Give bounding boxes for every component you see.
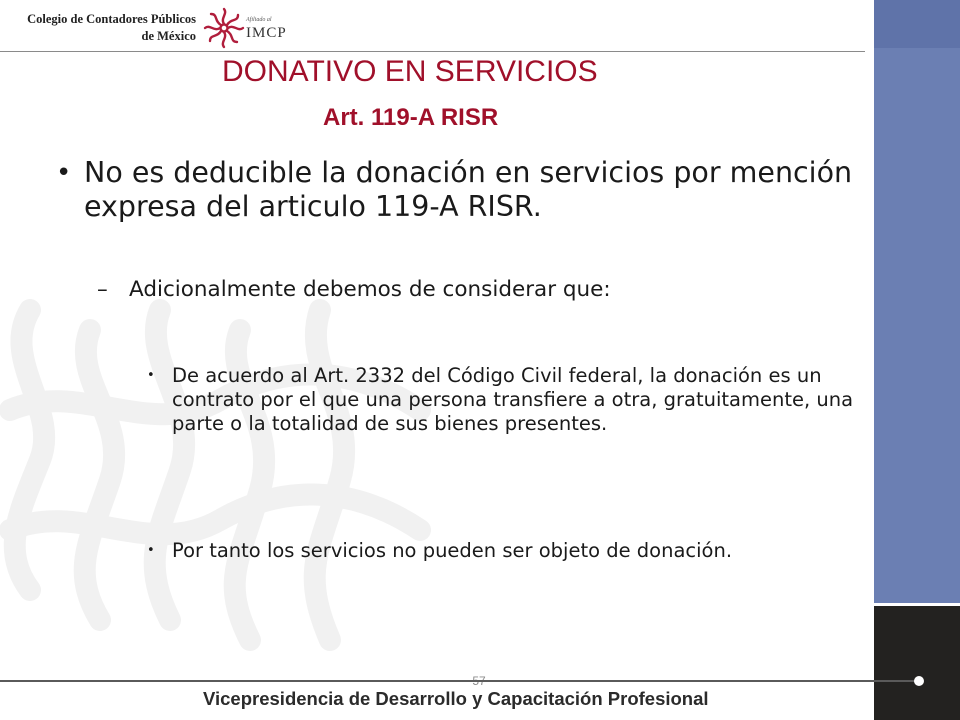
sidebar-blue-cap xyxy=(874,0,960,48)
logo xyxy=(6,4,306,54)
bullet-text: Adicionalmente debemos de considerar que: xyxy=(129,277,611,302)
bullet-level-2 xyxy=(97,275,869,305)
bullet-level-1 xyxy=(56,156,874,224)
sidebar-black-panel xyxy=(874,606,960,720)
bullet-level-3 xyxy=(147,364,862,436)
bullet-marker: • xyxy=(56,158,72,188)
ccpm-flourish-icon xyxy=(202,6,246,50)
bullet-marker: • xyxy=(147,543,155,558)
background-watermark xyxy=(0,290,440,690)
logo-afiliado-label: Afiliado al xyxy=(246,17,272,23)
dash-marker: – xyxy=(97,277,108,302)
slide-title: DONATIVO EN SERVICIOS xyxy=(222,55,598,88)
bullet-text: Por tanto los servicios no pueden ser objeto de donación. xyxy=(172,539,733,562)
bullet-text: No es deducible la donación en servicios por mención expresa del articulo 119-A RISR. xyxy=(84,156,853,223)
bullet-marker: • xyxy=(147,368,155,383)
sidebar-blue-panel xyxy=(874,0,960,603)
footer-rule xyxy=(0,680,918,682)
footer-dot-icon xyxy=(914,676,924,686)
bullet-text: De acuerdo al Art. 2332 del Código Civil federal, la donación es un contrato por el que una persona transfiere a otra, gratuitamente, una parte o la totalidad de sus bienes presentes. xyxy=(172,364,854,435)
logo-imcp: IMCP xyxy=(246,25,287,41)
bullet-level-3 xyxy=(147,539,862,563)
logo-line-2: de México xyxy=(141,29,196,43)
header-divider xyxy=(0,51,865,52)
footer-title: Vicepresidencia de Desarrollo y Capacitación Profesional xyxy=(203,688,709,709)
slide-subtitle: Art. 119-A RISR xyxy=(323,104,499,131)
logo-wordmark xyxy=(27,11,196,45)
logo-line-1: Colegio de Contadores Públicos xyxy=(27,12,196,26)
